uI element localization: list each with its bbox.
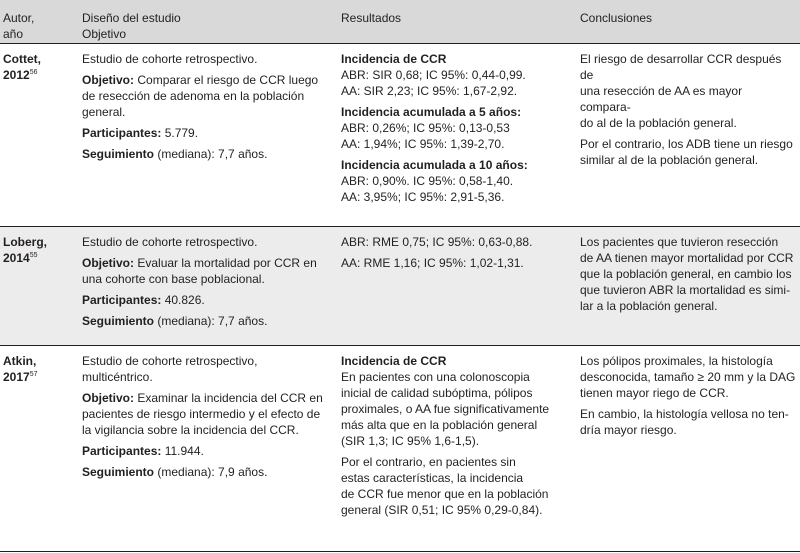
result-line: ABR: RME 0,75; IC 95%: 0,63-0,88.	[341, 235, 533, 249]
row-divider	[0, 43, 800, 44]
conclusion-line: que tuvieron ABR la mortalidad es simi-	[580, 283, 791, 297]
conclusion-line: similar al de la población general.	[580, 153, 759, 167]
result-line: Por el contrario, en pacientes sin	[341, 455, 516, 469]
conclusion-paragraph	[580, 136, 796, 168]
author-cell	[3, 234, 49, 266]
header-design	[82, 10, 332, 42]
participants-value: 11.944.	[164, 444, 204, 458]
followup-label: Seguimiento	[82, 147, 155, 161]
participants-text	[82, 292, 332, 308]
result-line: proximales, o AA fue significativamente	[341, 402, 550, 416]
objective-line: Examinar la incidencia del CCR en	[137, 391, 323, 405]
conclusions-cell	[580, 353, 796, 443]
table-row	[0, 226, 800, 345]
objective-line: la vigilancia sobre la incidencia del CCR.	[82, 423, 299, 437]
row-divider	[0, 226, 800, 227]
design-line: multicéntrico.	[82, 370, 153, 384]
results-cell	[341, 51, 573, 210]
author-name: Atkin,	[3, 354, 37, 368]
participants-label: Participantes:	[82, 293, 162, 307]
result-block	[341, 104, 573, 152]
conclusions-cell	[580, 234, 796, 319]
followup-label: Seguimiento	[82, 465, 155, 479]
result-line: ABR: 0,90%. IC 95%: 0,58-1,40.	[341, 174, 514, 188]
result-line: ABR: SIR 0,68; IC 95%: 0,44-0,99.	[341, 68, 526, 82]
result-line: más alta que en la población general	[341, 418, 538, 432]
objective-line: Evaluar la mortalidad por CCR en	[137, 256, 317, 270]
result-line: (SIR 1,3; IC 95% 1,6-1,5).	[341, 434, 480, 448]
result-line: inicial de calidad subóptima, pólipos	[341, 386, 533, 400]
reference-number: 57	[29, 371, 38, 378]
participants-value: 5.779.	[164, 126, 199, 140]
result-line: En pacientes con una colonoscopia	[341, 370, 530, 384]
result-block	[341, 454, 573, 518]
header-objective-label: Objetivo	[82, 27, 127, 41]
results-cell	[341, 234, 573, 276]
conclusion-line: una resección de AA es mayor compara-	[580, 84, 743, 114]
conclusion-line: tienen mayor riego de CCR.	[580, 386, 729, 400]
followup-text	[82, 146, 332, 162]
result-line: AA: RME 1,16; IC 95%: 1,02-1,31.	[341, 256, 524, 270]
author-year	[3, 67, 49, 83]
objective-text	[82, 255, 332, 287]
objective-text	[82, 72, 332, 120]
conclusion-line: Por el contrario, los ADB tiene un riesgo	[580, 137, 793, 151]
design-text: Estudio de cohorte retrospectivo.	[82, 235, 258, 249]
result-line: AA: 1,94%; IC 95%: 1,39-2,70.	[341, 137, 505, 151]
followup-value: (mediana): 7,7 años.	[157, 314, 268, 328]
result-block	[341, 157, 573, 205]
author-cell	[3, 51, 49, 83]
objective-label: Objetivo:	[82, 73, 135, 87]
conclusion-line: En cambio, la histología vellosa no ten-	[580, 407, 789, 421]
followup-text	[82, 313, 332, 329]
year-value: 2012	[3, 68, 30, 82]
result-line: estas características, la incidencia	[341, 471, 524, 485]
author-year	[3, 369, 49, 385]
participants-label: Participantes:	[82, 126, 162, 140]
table-header	[0, 0, 800, 43]
conclusion-paragraph	[580, 406, 796, 438]
reference-number: 56	[29, 69, 38, 76]
table-row	[0, 43, 800, 226]
author-name: Cottet,	[3, 52, 41, 66]
participants-value: 40.826.	[164, 293, 205, 307]
design-cell	[82, 353, 332, 485]
design-text: Estudio de cohorte retrospectivo.	[82, 52, 258, 66]
year-value: 2014	[3, 251, 30, 265]
result-line: AA: 3,95%; IC 95%: 2,91-5,36.	[341, 190, 505, 204]
objective-label: Objetivo:	[82, 256, 135, 270]
design-text	[82, 353, 332, 385]
conclusion-paragraph	[580, 353, 796, 401]
row-divider	[0, 345, 800, 346]
conclusions-cell	[580, 51, 796, 173]
header-design-label: Diseño del estudio	[82, 11, 181, 25]
design-cell	[82, 234, 332, 334]
conclusion-line: lar a la población general.	[580, 299, 718, 313]
objective-line: Comparar el riesgo de CCR luego	[137, 73, 319, 87]
followup-value: (mediana): 7,9 años.	[157, 465, 268, 479]
conclusion-line: El riesgo de desarrollar CCR después de	[580, 52, 782, 82]
result-line: AA: SIR 2,23; IC 95%: 1,67-2,92.	[341, 84, 518, 98]
objective-text	[82, 390, 332, 438]
year-value: 2017	[3, 370, 30, 384]
result-line: de CCR fue menor que en la población	[341, 487, 549, 501]
author-year	[3, 250, 49, 266]
result-title: Incidencia de CCR	[341, 354, 447, 368]
result-block	[341, 353, 573, 449]
conclusion-line: dría mayor riesgo.	[580, 423, 677, 437]
participants-label: Participantes:	[82, 444, 162, 458]
table-bottom-rule	[0, 551, 800, 552]
design-line: Estudio de cohorte retrospectivo,	[82, 354, 258, 368]
followup-text	[82, 464, 332, 480]
header-conclusions: Conclusiones	[580, 11, 653, 25]
author-cell	[3, 353, 49, 385]
followup-value: (mediana): 7,7 años.	[157, 147, 268, 161]
author-name: Loberg,	[3, 235, 47, 249]
result-title: Incidencia acumulada a 10 años:	[341, 158, 528, 172]
conclusion-line: Los pacientes que tuvieron resección	[580, 235, 779, 249]
table-row	[0, 345, 800, 553]
header-author-year	[3, 10, 49, 42]
objective-line: general.	[82, 105, 126, 119]
result-block	[341, 51, 573, 99]
objective-line: pacientes de riesgo intermedio y el efecto de	[82, 407, 321, 421]
reference-number: 55	[29, 252, 38, 259]
conclusion-line: de AA tienen mayor mortalidad por CCR	[580, 251, 794, 265]
conclusion-paragraph	[580, 51, 796, 131]
result-line: ABR: 0,26%; IC 95%: 0,13-0,53	[341, 121, 510, 135]
header-author-label: Autor,	[3, 11, 35, 25]
conclusion-line: desconocida, tamaño ≥ 20 mm y la DAG	[580, 370, 796, 384]
conclusion-paragraph	[580, 234, 796, 314]
participants-text	[82, 443, 332, 459]
objective-line: de resección de adenoma en la población	[82, 89, 305, 103]
results-cell	[341, 353, 573, 523]
objective-label: Objetivo:	[82, 391, 135, 405]
header-results: Resultados	[341, 11, 402, 25]
objective-line: una cohorte con base poblacional.	[82, 272, 265, 286]
result-title: Incidencia de CCR	[341, 52, 447, 66]
design-cell	[82, 51, 332, 167]
conclusion-line: que la población general, en cambio los	[580, 267, 792, 281]
followup-label: Seguimiento	[82, 314, 155, 328]
conclusion-line: Los pólipos proximales, la histología	[580, 354, 773, 368]
result-line: general (SIR 0,51; IC 95% 0,29-0,84).	[341, 503, 543, 517]
conclusion-line: do al de la población general.	[580, 116, 737, 130]
header-year-label: año	[3, 27, 24, 41]
result-title: Incidencia acumulada a 5 años:	[341, 105, 522, 119]
participants-text	[82, 125, 332, 141]
